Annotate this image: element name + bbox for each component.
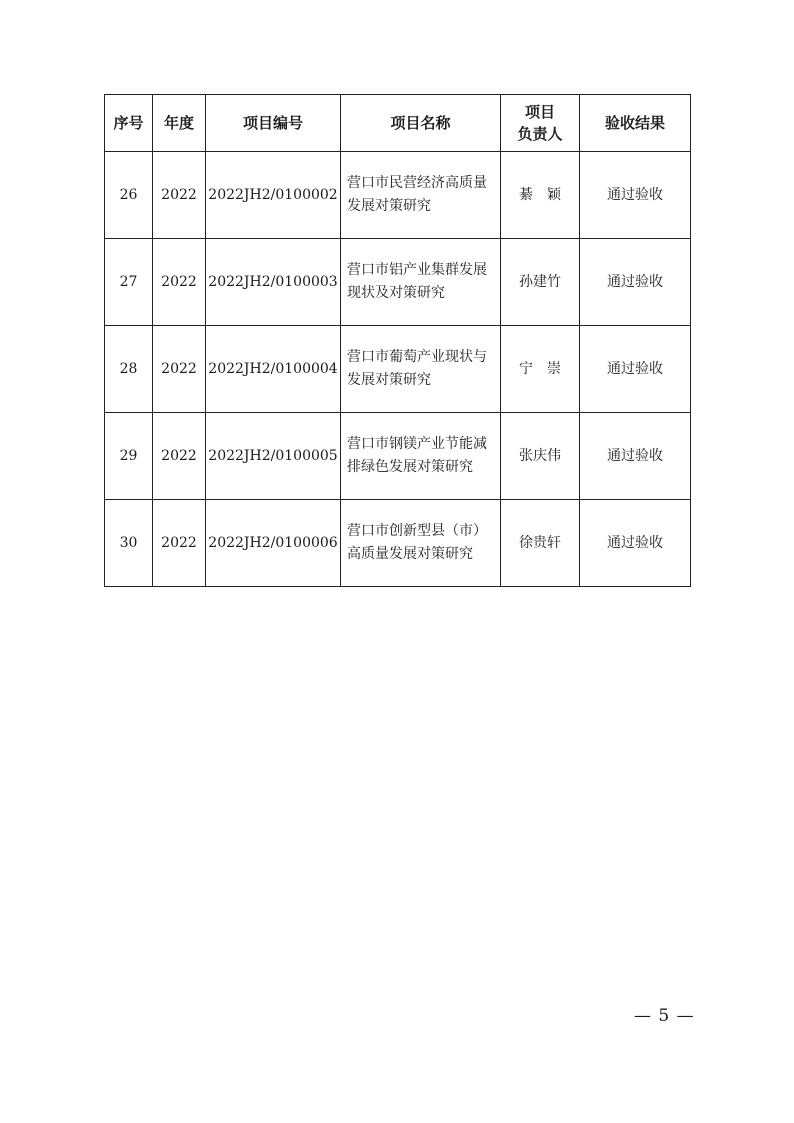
cell-name: 营口市创新型县（市）高质量发展对策研究 [341, 500, 501, 587]
header-name: 项目名称 [341, 95, 501, 152]
table-row [105, 500, 691, 587]
cell-result: 通过验收 [580, 239, 691, 326]
table-header-row [105, 95, 691, 152]
cell-code: 2022JH2/0100006 [206, 500, 341, 587]
cell-index: 29 [105, 413, 153, 500]
cell-name: 营口市钢镁产业节能减排绿色发展对策研究 [341, 413, 501, 500]
cell-code: 2022JH2/0100002 [206, 152, 341, 239]
cell-year: 2022 [153, 326, 206, 413]
page-number: — 5 — [634, 1006, 695, 1026]
cell-code: 2022JH2/0100005 [206, 413, 341, 500]
cell-code: 2022JH2/0100003 [206, 239, 341, 326]
cell-year: 2022 [153, 413, 206, 500]
cell-year: 2022 [153, 239, 206, 326]
cell-name: 营口市铝产业集群发展现状及对策研究 [341, 239, 501, 326]
cell-code: 2022JH2/0100004 [206, 326, 341, 413]
cell-leader: 孙建竹 [501, 239, 580, 326]
header-result: 验收结果 [580, 95, 691, 152]
header-year: 年度 [153, 95, 206, 152]
cell-leader: 张庆伟 [501, 413, 580, 500]
table-row [105, 239, 691, 326]
acceptance-results-table [104, 94, 691, 587]
cell-leader: 宁 崇 [501, 326, 580, 413]
cell-result: 通过验收 [580, 413, 691, 500]
cell-result: 通过验收 [580, 500, 691, 587]
cell-index: 30 [105, 500, 153, 587]
cell-index: 26 [105, 152, 153, 239]
cell-year: 2022 [153, 500, 206, 587]
header-code: 项目编号 [206, 95, 341, 152]
cell-index: 28 [105, 326, 153, 413]
header-index: 序号 [105, 95, 153, 152]
header-leader [501, 95, 580, 152]
cell-result: 通过验收 [580, 152, 691, 239]
cell-name: 营口市民营经济高质量发展对策研究 [341, 152, 501, 239]
table-row [105, 413, 691, 500]
table-row [105, 152, 691, 239]
cell-name: 营口市葡萄产业现状与发展对策研究 [341, 326, 501, 413]
header-leader-line2: 负责人 [517, 125, 563, 143]
cell-result: 通过验收 [580, 326, 691, 413]
cell-leader: 綦 颖 [501, 152, 580, 239]
header-leader-line1: 项目 [524, 103, 555, 121]
cell-index: 27 [105, 239, 153, 326]
cell-leader: 徐贵轩 [501, 500, 580, 587]
cell-year: 2022 [153, 152, 206, 239]
table-row [105, 326, 691, 413]
